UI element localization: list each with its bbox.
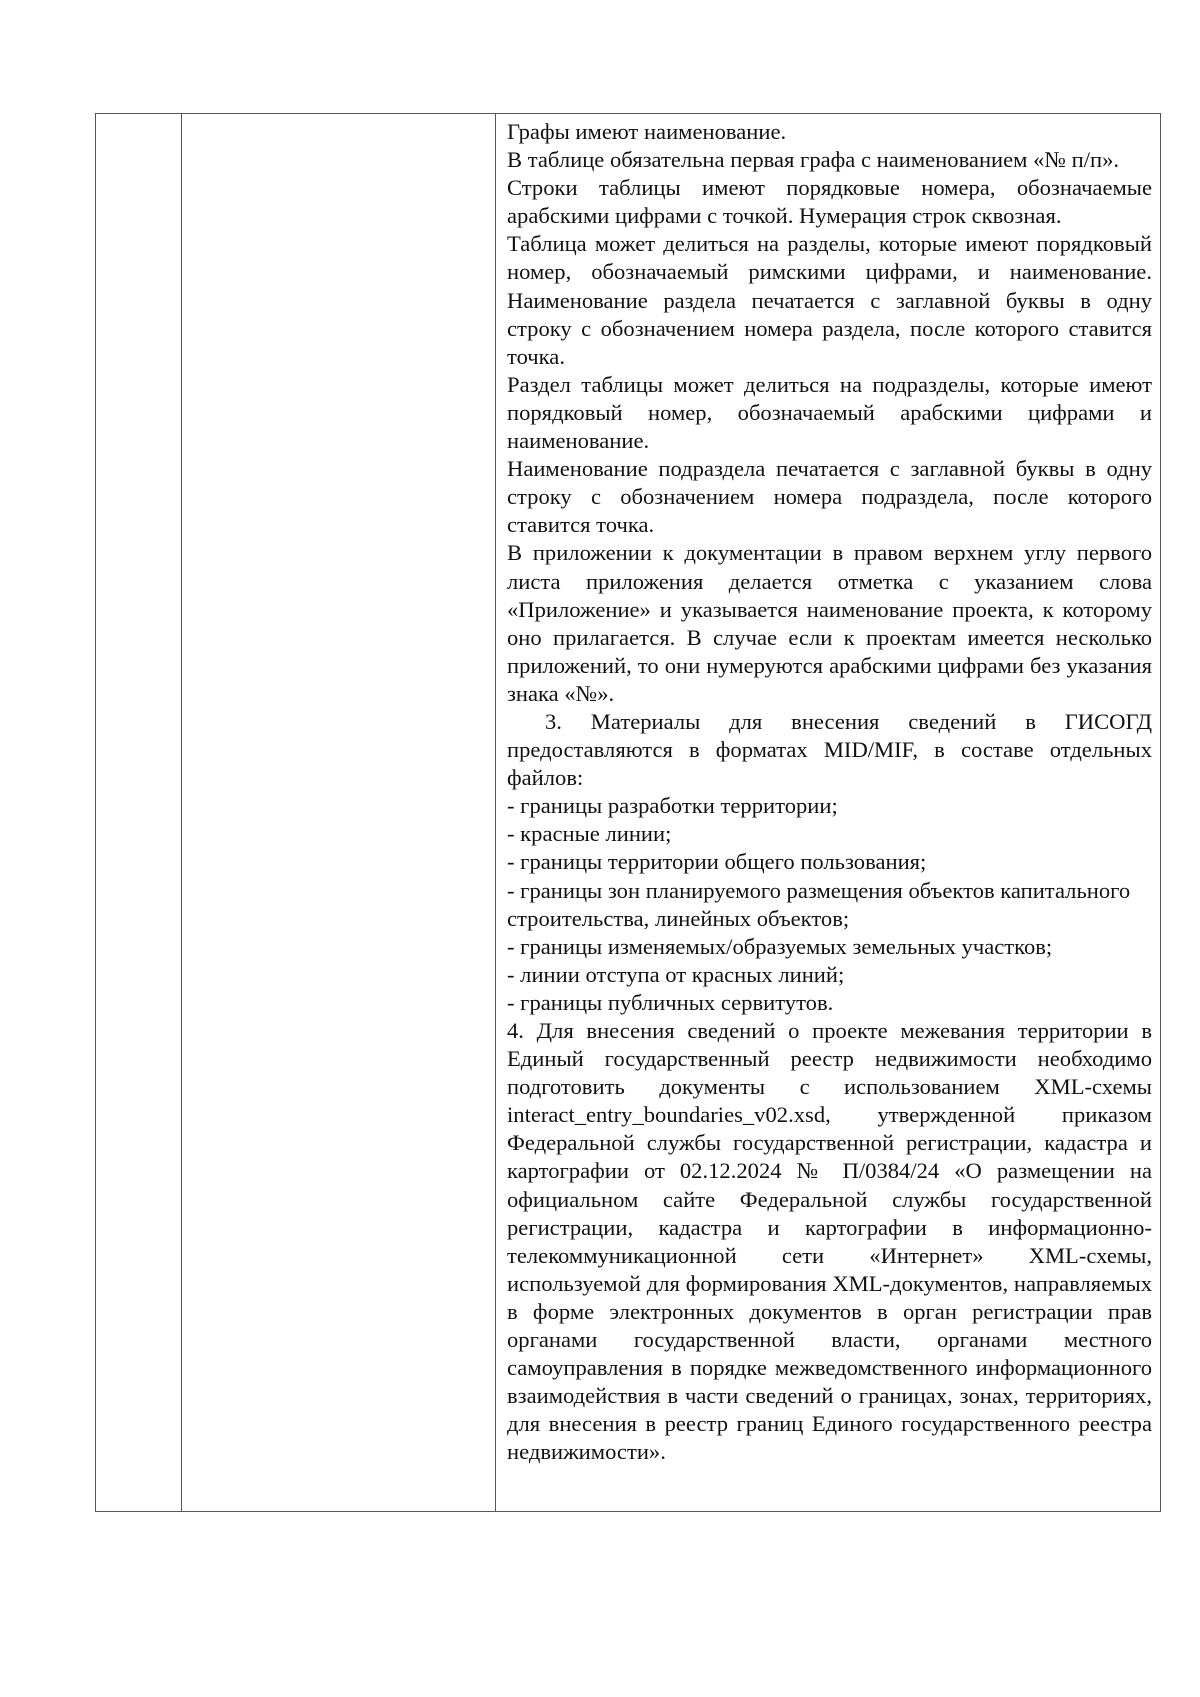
name-cell xyxy=(182,114,496,1512)
paragraph: Раздел таблицы может делиться на подразделы, которые имеют порядковый номер, обозначаемый арабскими цифрами и наименование. xyxy=(507,371,1152,454)
list-item: - границы зон планируемого размещения объектов капитального строительства, линейных объектов; xyxy=(507,877,1131,931)
list-item: - границы разработки территории; xyxy=(507,793,838,819)
list-item: - границы территории общего пользования; xyxy=(507,849,927,875)
paragraph: Графы имеют наименование. xyxy=(507,119,787,144)
list-item: - границы публичных сервитутов. xyxy=(507,989,834,1015)
section-4-paragraph: 4. Для внесения сведений о проекте межевания территории в Единый государственный реестр недвижимости необходимо подготовить документы с использованием XML-схемы interact_entry_boundaries_v02.xsd, утвержденной приказом Федеральной службы государственной регистрации, кадастра и картографии от 02.12.2024 № П/0384/24 «О размещении на официальном сайте Федеральной службы государственной регистрации, кадастра и картографии в информационно-телекоммуникационной сети «Интернет» XML-схемы, используемой для формирования XML-документов, направляемых в форме электронных документов в орган регистрации прав органами государственной власти, органами местного самоуправления в порядке межведомственного информационного взаимодействия в части сведений о границах, зонах, территориях, для внесения в реестр границ Единого государственного реестра недвижимости». xyxy=(507,1018,1152,1465)
paragraph: В таблице обязательна первая графа с наименованием «№ п/п». xyxy=(507,147,1120,173)
table-row xyxy=(96,114,1161,1512)
section-3-paragraph: 3. Материалы для внесения сведений в ГИСОГД предоставляются в форматах MID/MIF, в составе отдельных файлов: xyxy=(507,708,1152,791)
number-cell xyxy=(96,114,182,1512)
content-cell xyxy=(496,114,1161,1512)
list-item: - линии отступа от красных линий; xyxy=(507,961,845,987)
paragraph: Наименование подраздела печатается с заглавной буквы в одну строку с обозначением номера подраздела, после которого ставится точка. xyxy=(507,456,1152,538)
document-table xyxy=(95,113,1161,1512)
paragraph: В приложении к документации в правом верхнем углу первого листа приложения делается отметка с указанием слова «Приложение» и указывается наименование проекта, к которому оно прилагается. В случае если к проектам имеется несколько приложений, то они нумеруются арабскими цифрами без указания знака «№». xyxy=(507,540,1152,706)
list-item: - красные линии; xyxy=(507,821,672,847)
paragraph: Строки таблицы имеют порядковые номера, обозначаемые арабскими цифрами с точкой. Нумерация строк сквозная. xyxy=(507,175,1152,229)
paragraph: Таблица может делиться на разделы, которые имеют порядковый номер, обозначаемый римскими цифрами, и наименование. Наименование раздела печатается с заглавной буквы в одну строку с обозначением номера раздела, после которого ставится точка. xyxy=(507,231,1152,369)
list-item: - границы изменяемых/образуемых земельных участков; xyxy=(507,933,1053,959)
